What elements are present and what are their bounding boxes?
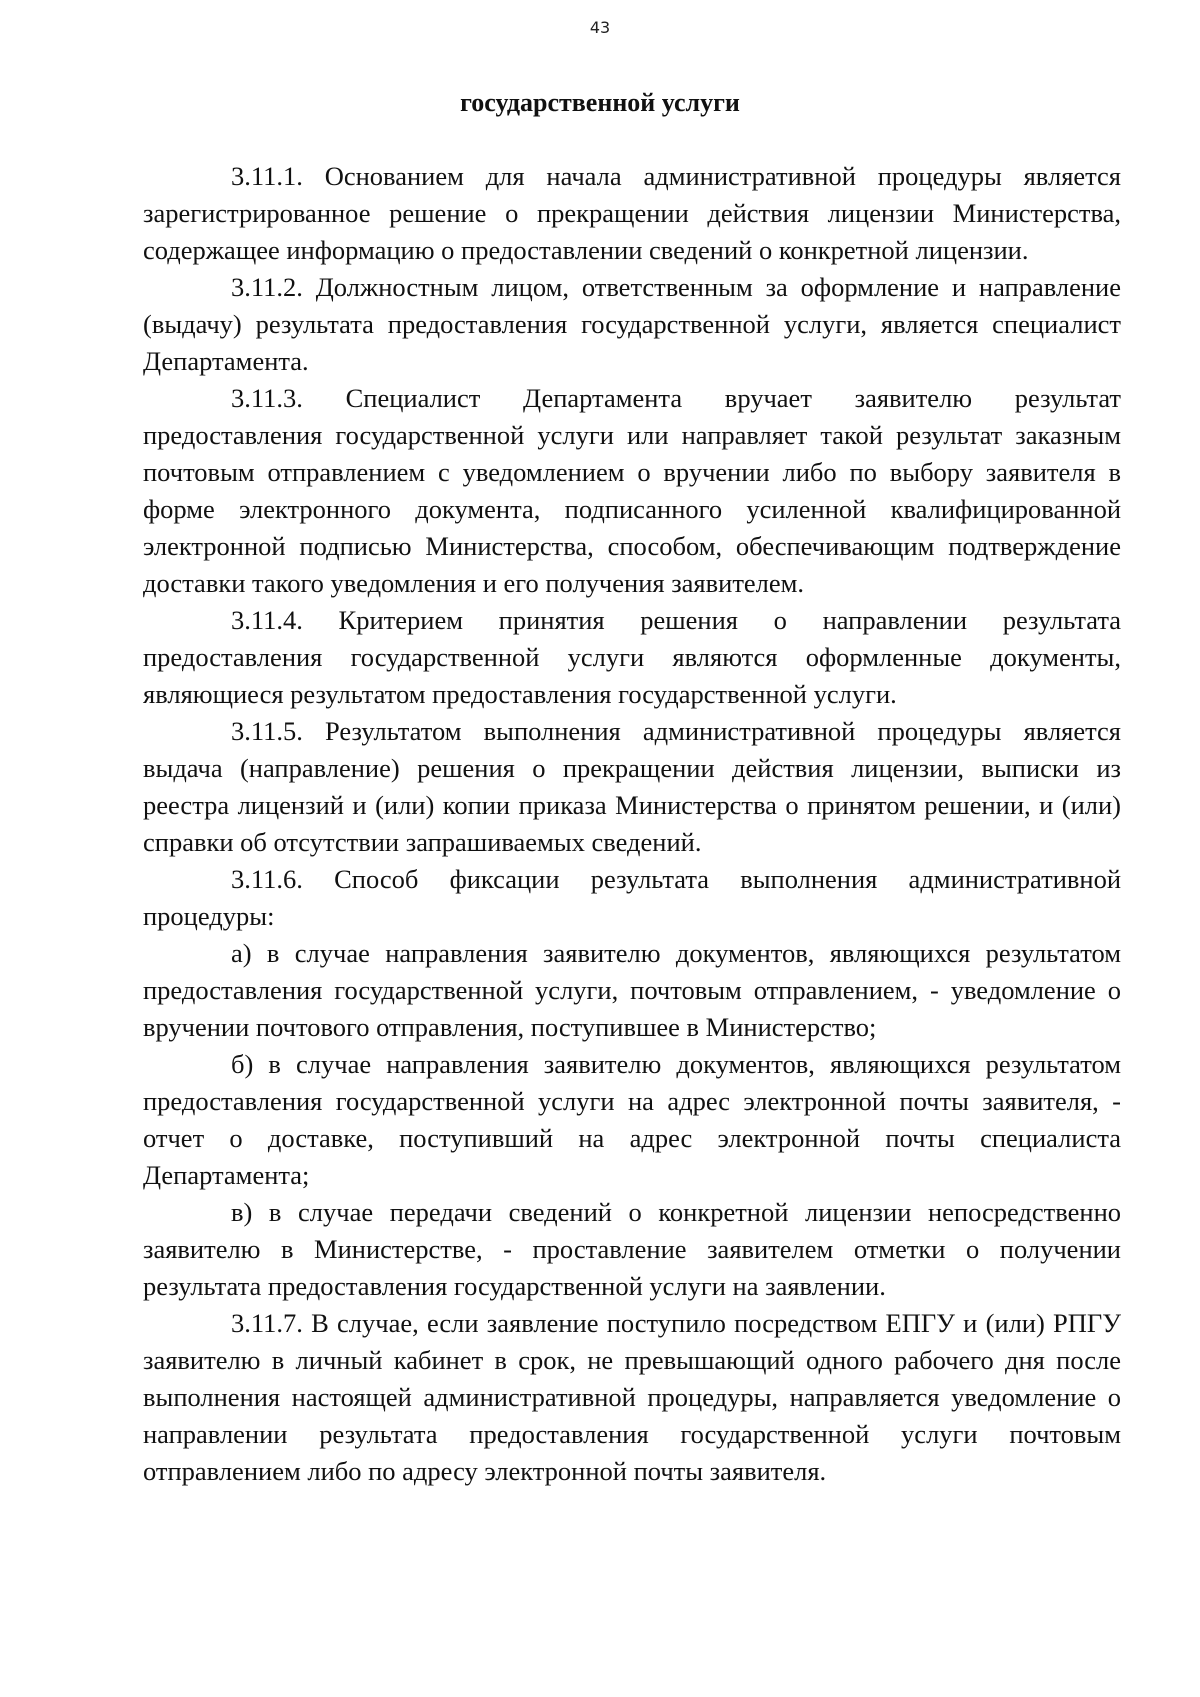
paragraph-3-11-7: 3.11.7. В случае, если заявление поступило посредством ЕПГУ и (или) РПГУ заявителю в личный кабинет в срок, не превышающий одного рабочего дня после выполнения настоящей административной процедуры, направляется уведомление о направлении результата предоставления государственной услуги почтовым отправлением либо по адресу электронной почты заявителя.	[143, 1308, 1121, 1486]
paragraph-3-11-6: 3.11.6. Способ фиксации результата выполнения административной процедуры:	[143, 864, 1121, 931]
paragraph-3-11-3: 3.11.3. Специалист Департамента вручает заявителю результат предоставления государственной услуги или направляет такой результат заказным почтовым отправлением с уведомлением о вручении либо по выбору заявителя в форме электронного документа, подписанного усиленной квалифицированной электронной подписью Министерства, способом, обеспечивающим подтверждение доставки такого уведомления и его получения заявителем.	[143, 383, 1121, 598]
paragraph-3-11-2: 3.11.2. Должностным лицом, ответственным за оформление и направление (выдачу) результата предоставления государственной услуги, является специалист Департамента.	[143, 272, 1121, 376]
section-title: государственной услуги	[460, 88, 740, 117]
paragraph-3-11-1: 3.11.1. Основанием для начала административной процедуры является зарегистрированное решение о прекращении действия лицензии Министерства, содержащее информацию о предоставлении сведений о конкретной лицензии.	[143, 161, 1121, 265]
page-number: 43	[589, 18, 611, 37]
paragraph-3-11-5: 3.11.5. Результатом выполнения административной процедуры является выдача (направление) решения о прекращении действия лицензии, выписки из реестра лицензий и (или) копии приказа Министерства о принятом решении, и (или) справки об отсутствии запрашиваемых сведений.	[143, 716, 1121, 857]
paragraph-item-a: а) в случае направления заявителю документов, являющихся результатом предоставления государственной услуги, почтовым отправлением, - уведомление о вручении почтового отправления, поступившее в Министерство;	[143, 938, 1121, 1042]
body-text	[143, 158, 1121, 1490]
paragraph-item-b: б) в случае направления заявителю документов, являющихся результатом предоставления государственной услуги на адрес электронной почты заявителя, - отчет о доставке, поступивший на адрес электронной почты специалиста Департамента;	[143, 1049, 1121, 1190]
paragraph-item-v: в) в случае передачи сведений о конкретной лицензии непосредственно заявителю в Министерстве, - проставление заявителем отметки о получении результата предоставления государственной услуги на заявлении.	[143, 1197, 1121, 1301]
paragraph-3-11-4: 3.11.4. Критерием принятия решения о направлении результата предоставления государственной услуги являются оформленные документы, являющиеся результатом предоставления государственной услуги.	[143, 605, 1121, 709]
